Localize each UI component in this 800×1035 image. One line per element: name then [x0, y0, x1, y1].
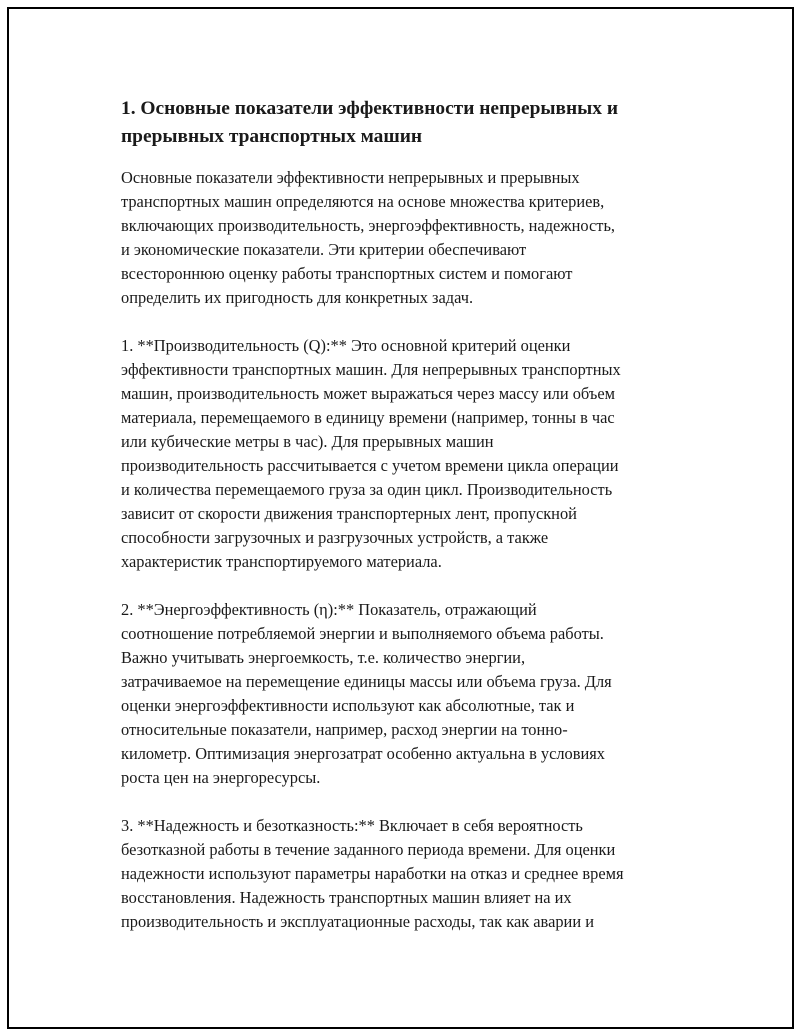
energy-efficiency-paragraph: 2. **Энергоэффективность (η):** Показатель, отражающий соотношение потребляемой энергии и выполняемого объема работы. Важно учитывать энергоемкость, т.е. количество энергии, затрачиваемое на перемещение единицы массы или объема груза. Для оценки энергоэффективности используют как абсолютные, так и относительные показатели, например, расход энергии на тонно- километр. Оптимизация энергозатрат особенно актуальна в условиях роста цен на энергоресурсы. — [121, 600, 612, 787]
reliability-paragraph: 3. **Надежность и безотказность:** Включает в себя вероятность безотказной работы в течение заданного периода времени. Для оценки надежности используют параметры наработки на отказ и среднее время восстановления. Надежность транспортных машин влияет на их производительность и эксплуатационные расходы, так как аварии и — [121, 816, 624, 931]
document-title: 1. Основные показатели эффективности непрерывных и прерывных транспортных машин — [121, 98, 618, 147]
page-frame — [7, 7, 794, 1029]
productivity-paragraph: 1. **Производительность (Q):** Это основной критерий оценки эффективности транспортных машин. Для непрерывных транспортных машин, производительность может выражаться через массу или объем материала, перемещаемого в единицу времени (например, тонны в час или кубические метры в час). Для прерывных машин производительность рассчитывается с учетом времени цикла операции и количества перемещаемого груза за один цикл. Производительность зависит от скорости движения транспортерных лент, пропускной способности загрузочных и разгрузочных устройств, а также характеристик транспортируемого материала. — [121, 336, 621, 571]
intro-paragraph: Основные показатели эффективности непрерывных и прерывных транспортных машин определяются на основе множества критериев, включающих производительность, энергоэффективность, надежность, и экономические показатели. Эти критерии обеспечивают всестороннюю оценку работы транспортных систем и помогают определить их пригодность для конкретных задач. — [121, 168, 616, 307]
document-body — [121, 95, 693, 958]
